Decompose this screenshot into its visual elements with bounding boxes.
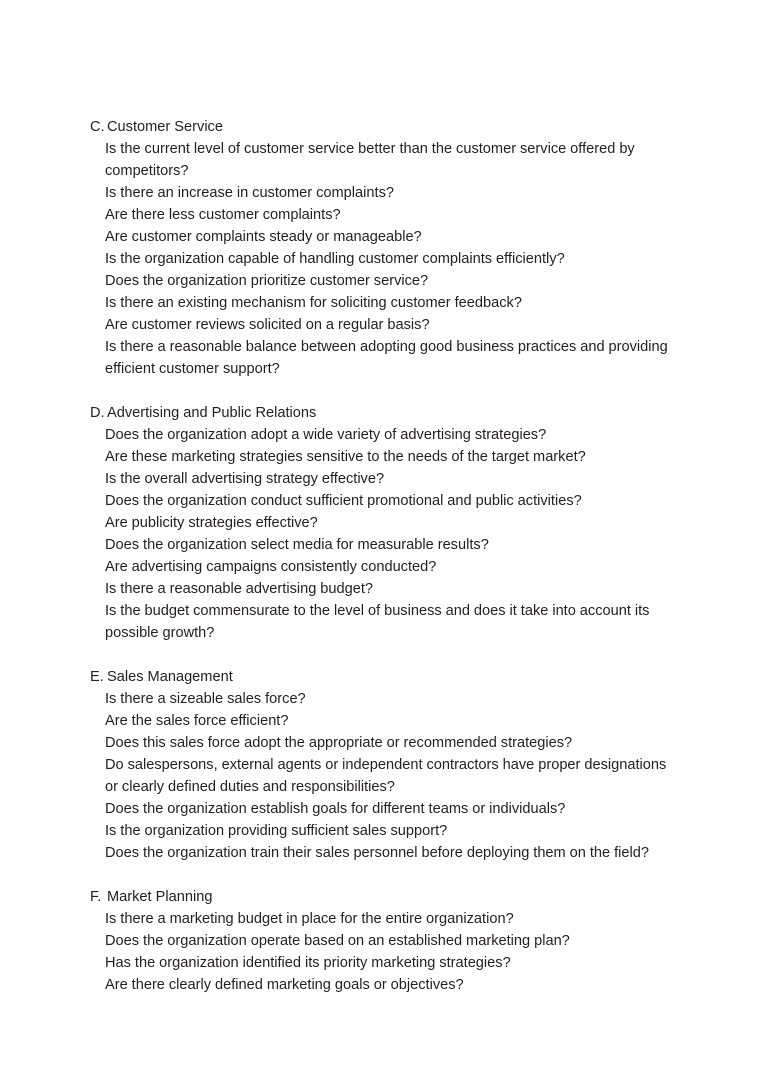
- question-list: [90, 138, 682, 380]
- question-item: Is there a reasonable balance between adopting good business practices and providing efficient customer support?: [105, 339, 668, 377]
- document-section: [90, 886, 682, 996]
- question-item: Is there an increase in customer complaints?: [105, 185, 394, 201]
- question-item: Are publicity strategies effective?: [105, 515, 318, 531]
- question-item: Are customer complaints steady or manageable?: [105, 229, 422, 245]
- question-item: Is the organization providing sufficient sales support?: [105, 823, 448, 839]
- question-list: [90, 424, 682, 644]
- question-item: Does the organization establish goals for different teams or individuals?: [105, 801, 566, 817]
- question-item: Is there a reasonable advertising budget?: [105, 581, 374, 597]
- section-heading: [90, 886, 682, 908]
- question-item: Are there less customer complaints?: [105, 207, 341, 223]
- document-section: [90, 666, 682, 864]
- question-item: Is the organization capable of handling customer complaints efficiently?: [105, 251, 565, 267]
- section-marker: F.: [90, 889, 102, 905]
- question-item: Are these marketing strategies sensitive to the needs of the target market?: [105, 449, 586, 465]
- question-item: Has the organization identified its priority marketing strategies?: [105, 955, 511, 971]
- question-item: Does the organization prioritize customer service?: [105, 273, 429, 289]
- document-section: [90, 116, 682, 380]
- question-item: Does the organization operate based on an established marketing plan?: [105, 933, 570, 949]
- question-item: Are customer reviews solicited on a regular basis?: [105, 317, 430, 333]
- question-item: Does the organization adopt a wide variety of advertising strategies?: [105, 427, 547, 443]
- question-item: Do salespersons, external agents or independent contractors have proper designations or clearly defined duties and responsibilities?: [105, 757, 667, 795]
- section-title: Advertising and Public Relations: [107, 405, 317, 421]
- question-item: Is there a marketing budget in place for the entire organization?: [105, 911, 514, 927]
- document-body: [90, 116, 682, 996]
- question-item: Are there clearly defined marketing goals or objectives?: [105, 977, 464, 993]
- section-marker: D.: [90, 405, 105, 421]
- question-item: Does the organization conduct sufficient promotional and public activities?: [105, 493, 582, 509]
- section-heading: [90, 116, 682, 138]
- question-item: Is the budget commensurate to the level of business and does it take into account its possible growth?: [105, 603, 650, 641]
- question-item: Are the sales force efficient?: [105, 713, 289, 729]
- section-title: Market Planning: [107, 889, 213, 905]
- document-section: [90, 402, 682, 644]
- question-item: Does this sales force adopt the appropriate or recommended strategies?: [105, 735, 573, 751]
- section-marker: C.: [90, 119, 105, 135]
- section-heading: [90, 402, 682, 424]
- section-title: Sales Management: [107, 669, 233, 685]
- question-item: Does the organization select media for measurable results?: [105, 537, 489, 553]
- section-heading: [90, 666, 682, 688]
- question-item: Is there an existing mechanism for soliciting customer feedback?: [105, 295, 522, 311]
- question-item: Is the current level of customer service better than the customer service offered by competitors?: [105, 141, 635, 179]
- section-title: Customer Service: [107, 119, 223, 135]
- question-item: Does the organization train their sales personnel before deploying them on the field?: [105, 845, 649, 861]
- question-item: Is the overall advertising strategy effective?: [105, 471, 385, 487]
- question-item: Are advertising campaigns consistently conducted?: [105, 559, 437, 575]
- question-item: Is there a sizeable sales force?: [105, 691, 306, 707]
- section-marker: E.: [90, 669, 104, 685]
- question-list: [90, 908, 682, 996]
- question-list: [90, 688, 682, 864]
